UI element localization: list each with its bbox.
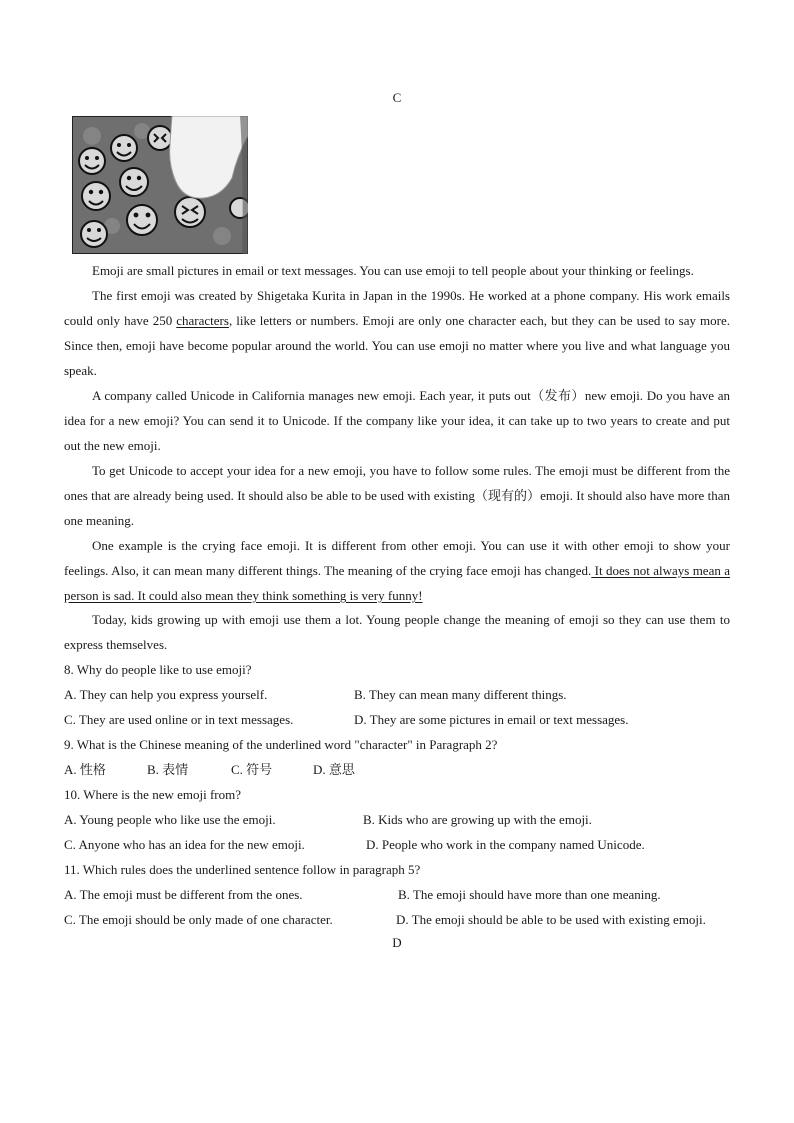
question-10-stem: 10. Where is the new emoji from? bbox=[64, 787, 242, 802]
question-8-option-b: B. They can mean many different things. bbox=[354, 687, 567, 702]
question-10-option-b: B. Kids who are growing up with the emoji. bbox=[363, 812, 592, 827]
underlined-sentence: It does not always mean a person is sad. It could also mean they think something is very funny! bbox=[64, 563, 731, 603]
question-8-option-c: C. They are used online or in text messages. bbox=[64, 712, 294, 727]
paragraph-2-text-b: , like letters or numbers. Emoji are only one character each, but they can be used to say more. Since then, emoji have become popular around the world. You can use emoji no matter where you live and what language you speak. bbox=[64, 313, 730, 378]
question-9-stem: 9. What is the Chinese meaning of the underlined word "character" in Paragraph 2? bbox=[64, 737, 498, 752]
question-9-option-d: D. 意思 bbox=[313, 762, 355, 777]
question-9-option-a: A. 性格 bbox=[64, 762, 106, 777]
question-11-stem: 11. Which rules does the underlined sentence follow in paragraph 5? bbox=[64, 862, 421, 877]
question-9-option-b: B. 表情 bbox=[147, 762, 189, 777]
question-8-option-a: A. They can help you express yourself. bbox=[64, 687, 268, 702]
question-11-option-a: A. The emoji must be different from the ones. bbox=[64, 887, 303, 902]
question-9-option-c: C. 符号 bbox=[231, 762, 273, 777]
paragraph-5-text: One example is the crying face emoji. It is different from other emoji. You can use it with other emoji to show your feelings. Also, it can mean many different things. The meaning of the crying face emoji has changed. bbox=[64, 538, 730, 578]
paragraph-2-text-a: The first emoji was created by Shigetaka Kurita in Japan in the 1990s. He worked at a phone company. His work emails could only have 250 bbox=[64, 288, 730, 328]
question-10-option-a: A. Young people who like use the emoji. bbox=[64, 812, 276, 827]
question-11-option-c: C. The emoji should be only made of one character. bbox=[64, 912, 333, 927]
section-letter-d: D bbox=[392, 935, 402, 950]
question-11-option-b: B. The emoji should have more than one meaning. bbox=[398, 887, 661, 902]
paragraph-6: Today, kids growing up with emoji use them a lot. Young people change the meaning of emoji so they can use them to express themselves. bbox=[64, 612, 730, 652]
question-10-option-c: C. Anyone who has an idea for the new emoji. bbox=[64, 837, 305, 852]
section-letter-c: C bbox=[392, 90, 402, 105]
paragraph-5 bbox=[64, 533, 730, 608]
question-10-option-d: D. People who work in the company named Unicode. bbox=[366, 837, 645, 852]
question-11-option-d: D. The emoji should be able to be used with existing emoji. bbox=[396, 912, 706, 927]
emoji-photo-image bbox=[72, 116, 248, 254]
paragraph-1: Emoji are small pictures in email or text messages. You can use emoji to tell people about your thinking or feelings. bbox=[92, 263, 694, 278]
paragraph-3: A company called Unicode in California manages new emoji. Each year, it puts out（发布）new emoji. Do you have an idea for a new emoji? You can send it to Unicode. If the company like your idea, it can take up to two years to create and put out the new emoji. bbox=[64, 388, 730, 453]
paragraph-2 bbox=[64, 283, 730, 383]
paragraph-4: To get Unicode to accept your idea for a new emoji, you have to follow some rules. The emoji must be different from the ones that are already being used. It should also be able to be used with existing（现有的）emoji. It should also have more than one meaning. bbox=[64, 463, 730, 528]
question-8-option-d: D. They are some pictures in email or text messages. bbox=[354, 712, 629, 727]
underlined-word-characters: characters bbox=[176, 313, 229, 328]
question-8-stem: 8. Why do people like to use emoji? bbox=[64, 662, 252, 677]
